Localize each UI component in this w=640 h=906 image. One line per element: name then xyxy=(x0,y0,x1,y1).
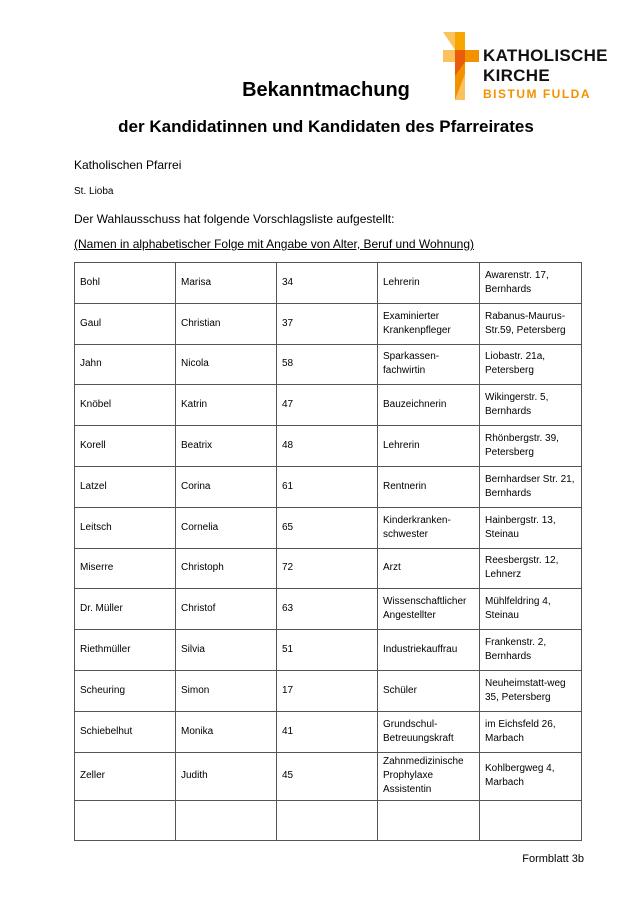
cell-age: 34 xyxy=(277,263,378,304)
cell-profession: Sparkassen-fachwirtin xyxy=(378,344,480,385)
cell-last-name: Knöbel xyxy=(75,385,176,426)
cell-first-name xyxy=(176,800,277,840)
cell-last-name: Latzel xyxy=(75,466,176,507)
cell-address: Kohlbergweg 4, Marbach xyxy=(480,752,582,800)
page-title: Bekanntmachung xyxy=(242,79,410,101)
cell-profession: Lehrerin xyxy=(378,263,480,304)
cell-first-name: Christoph xyxy=(176,548,277,589)
cell-last-name: Gaul xyxy=(75,303,176,344)
cell-profession: Wissenschaftlicher Angestellter xyxy=(378,589,480,630)
cell-address: Reesbergstr. 12, Lehnerz xyxy=(480,548,582,589)
table-row xyxy=(75,548,582,589)
cell-profession: Examinierter Krankenpfleger xyxy=(378,303,480,344)
cell-age: 48 xyxy=(277,426,378,467)
cell-address: Liobastr. 21a, Petersberg xyxy=(480,344,582,385)
table-row xyxy=(75,263,582,304)
cell-last-name: Korell xyxy=(75,426,176,467)
cell-last-name: Miserre xyxy=(75,548,176,589)
table-row xyxy=(75,670,582,711)
cell-age: 47 xyxy=(277,385,378,426)
cell-profession xyxy=(378,800,480,840)
cell-address: Neuheimstatt-weg 35, Petersberg xyxy=(480,670,582,711)
cell-age: 63 xyxy=(277,589,378,630)
cell-profession: Industriekauffrau xyxy=(378,630,480,671)
cell-first-name: Judith xyxy=(176,752,277,800)
table-row xyxy=(75,630,582,671)
cell-first-name: Christian xyxy=(176,303,277,344)
cell-age: 17 xyxy=(277,670,378,711)
cell-last-name: Scheuring xyxy=(75,670,176,711)
cell-first-name: Nicola xyxy=(176,344,277,385)
cell-profession: Lehrerin xyxy=(378,426,480,467)
cell-first-name: Corina xyxy=(176,466,277,507)
cell-age: 51 xyxy=(277,630,378,671)
cell-last-name: Bohl xyxy=(75,263,176,304)
cell-age: 37 xyxy=(277,303,378,344)
cell-address: Wikingerstr. 5, Bernhards xyxy=(480,385,582,426)
cell-age: 72 xyxy=(277,548,378,589)
cell-profession: Schüler xyxy=(378,670,480,711)
logo-line-1: KATHOLISCHE xyxy=(483,46,608,65)
cell-profession: Arzt xyxy=(378,548,480,589)
page-subtitle: der Kandidatinnen und Kandidaten des Pfarreirates xyxy=(118,117,534,136)
cell-last-name: Leitsch xyxy=(75,507,176,548)
cell-profession: Bauzeichnerin xyxy=(378,385,480,426)
cell-address: Bernhardser Str. 21, Bernhards xyxy=(480,466,582,507)
cell-address: Hainbergstr. 13, Steinau xyxy=(480,507,582,548)
cell-first-name: Silvia xyxy=(176,630,277,671)
cell-age: 41 xyxy=(277,711,378,752)
table-row xyxy=(75,466,582,507)
committee-text: Der Wahlausschuss hat folgende Vorschlagsliste aufgestellt: xyxy=(74,212,395,226)
table-row xyxy=(75,344,582,385)
cell-last-name xyxy=(75,800,176,840)
cell-last-name: Schiebelhut xyxy=(75,711,176,752)
cell-last-name: Zeller xyxy=(75,752,176,800)
cell-age: 65 xyxy=(277,507,378,548)
table-row xyxy=(75,752,582,800)
cell-profession: Zahnmedizinische Prophylaxe Assistentin xyxy=(378,752,480,800)
cell-last-name: Dr. Müller xyxy=(75,589,176,630)
table-row xyxy=(75,426,582,467)
cell-first-name: Marisa xyxy=(176,263,277,304)
cell-age: 58 xyxy=(277,344,378,385)
cell-age xyxy=(277,800,378,840)
list-note: (Namen in alphabetischer Folge mit Angabe von Alter, Beruf und Wohnung) xyxy=(74,237,475,251)
cell-first-name: Christof xyxy=(176,589,277,630)
cell-first-name: Simon xyxy=(176,670,277,711)
cell-address: Rabanus-Maurus-Str.59, Petersberg xyxy=(480,303,582,344)
cell-last-name: Riethmüller xyxy=(75,630,176,671)
cell-first-name: Monika xyxy=(176,711,277,752)
cell-address xyxy=(480,800,582,840)
parish-label: Katholischen Pfarrei xyxy=(74,158,182,172)
logo-line-3: BISTUM FULDA xyxy=(483,87,591,101)
cell-first-name: Beatrix xyxy=(176,426,277,467)
cell-address: Mühlfeldring 4, Steinau xyxy=(480,589,582,630)
cell-age: 61 xyxy=(277,466,378,507)
cell-address: Frankenstr. 2, Bernhards xyxy=(480,630,582,671)
cell-first-name: Cornelia xyxy=(176,507,277,548)
table-row xyxy=(75,507,582,548)
cell-profession: Rentnerin xyxy=(378,466,480,507)
cell-address: im Eichsfeld 26, Marbach xyxy=(480,711,582,752)
logo-line-2: KIRCHE xyxy=(483,66,550,85)
cell-last-name: Jahn xyxy=(75,344,176,385)
parish-name: St. Lioba xyxy=(74,186,114,197)
cell-profession: Grundschul-Betreuungskraft xyxy=(378,711,480,752)
cell-age: 45 xyxy=(277,752,378,800)
candidate-table xyxy=(74,262,582,841)
form-number: Formblatt 3b xyxy=(522,853,584,865)
cell-address: Awarenstr. 17, Bernhards xyxy=(480,263,582,304)
cell-address: Rhönbergstr. 39, Petersberg xyxy=(480,426,582,467)
table-row xyxy=(75,589,582,630)
table-row xyxy=(75,385,582,426)
table-row xyxy=(75,303,582,344)
table-row xyxy=(75,800,582,840)
cell-profession: Kinderkranken-schwester xyxy=(378,507,480,548)
cell-first-name: Katrin xyxy=(176,385,277,426)
table-row xyxy=(75,711,582,752)
